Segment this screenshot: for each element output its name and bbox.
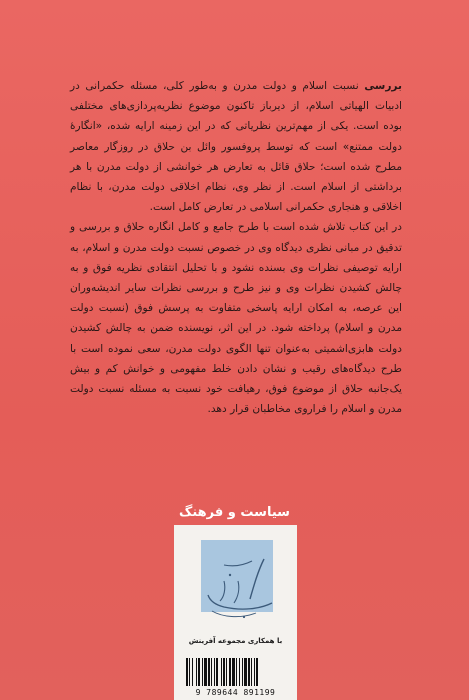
blurb-lead-word: بررسی xyxy=(364,80,402,92)
blurb-text xyxy=(70,76,402,419)
isbn-number: 9 789644 891199 xyxy=(195,688,276,697)
barcode xyxy=(184,658,288,686)
publisher-card xyxy=(174,525,297,700)
blurb-paragraph-1-text: نسبت اسلام و دولت مدرن و به‌طور کلی، مسئله حکمرانی در ادبیات الهیاتی اسلام، از دیرباز تاکنون موضوع نظریه‌پردازی‌های مختلفی بوده است. یکی از مهم‌ترین نظریاتی که در این زمینه ارایه شده، «انگارهٔ دولت ممتنع» است که توسط پروفسور وائل بن حلاق در روزگار معاصر مطرح شده است؛ حلاق قائل به تعارض هر خوانشی از دولت مدرن با هر برداشتی از اسلام است. از نظر وی، نظام اخلاقی دولت مدرن، با نظام اخلاقی و هنجاری حکمرانی اسلامی در تعارض کامل است. xyxy=(70,80,402,214)
publisher-logo xyxy=(194,551,284,629)
blurb-paragraph-2: در این کتاب تلاش شده است با طرح جامع و کامل انگاره حلاق و بررسی و تدقیق در مبانی نظری دیدگاه وی در خصوص نسبت دولت مدرن و اسلام، به ارایه توصیفی نظرات وی بسنده نشود و با تحلیل انتقادی نظریه فوق و به چالش کشیدن نظرات وی و نیز طرح و بررسی نظرات سایر اندیشه‌وران این عرصه، به امکان ارایه پاسخی متفاوت به پرسش فوق (نسبت دولت مدرن و اسلام) پرداخته شود. در این اثر، نویسنده ضمن به چالش کشیدن دولت هابزی‌اشمیتی به‌عنوان تنها الگوی دولت مدرن، سعی نموده است با طرح دیدگاه‌های رقیب و نشان دادن خلط مفهومی و خوانش کم و بیش یک‌جانبه حلاق از موضوع فوق، رهیافت خود نسبت به مسئله نسبت دولت مدرن و اسلام را فراروی مخاطبان قرار دهد. xyxy=(70,221,402,416)
blurb-paragraph-1 xyxy=(70,76,402,217)
collaboration-text: با همکاری مجموعه آفرینش xyxy=(188,637,283,645)
series-label: سیاست و فرهنگ xyxy=(179,505,290,520)
